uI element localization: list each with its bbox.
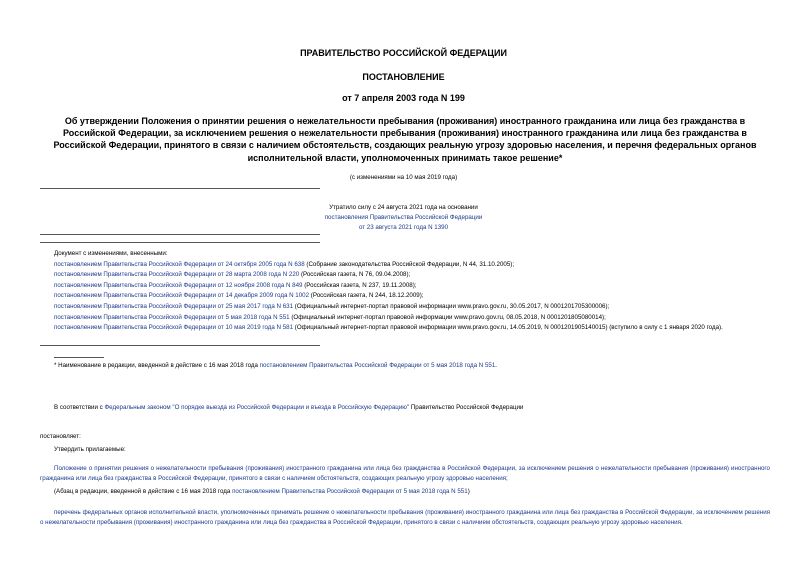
lost-force-text: Утратило силу с 24 августа 2021 года на основании (329, 204, 478, 211)
list-item: постановлением Правительства Российской Федерации от 14 декабря 2009 года N 1002 (Российская газета, N 244, 18.12.2009); (54, 292, 424, 300)
resolves-text: постановляет: (40, 433, 81, 440)
list-item: постановлением Правительства Российской Федерации от 10 мая 2019 года N 581 (Официальный интернет-портал правовой информации www.pravo.gov.ru, 14.05.2019, N 0001201905140015) (вступило в силу с 1 января 2020 года). (54, 324, 723, 332)
agencies-list-link[interactable]: перечень федеральных органов исполнительной власти, уполномоченных принимать решение о нежелательности пребывания (проживания) иностранного гражданина или лица без гражданства в Российской Федерации, за исключением решения о нежелательности пребывания (проживания) иностранного гражданина или лица без гражданства в Российской Федерации, принятого в связи с наличием обстоятельств, создающих реальную угрозу здоровью населения (40, 509, 770, 527)
change-link[interactable]: постановлением Правительства Российской Федерации от 25 мая 2017 года N 631 (54, 302, 294, 310)
list-item: постановлением Правительства Российской Федерации от 5 мая 2018 года N 551 (Официальный интернет-портал правовой информации www.pravo.gov.ru, 08.05.2018, N 0001201805080014); (54, 313, 606, 321)
list-item: постановлением Правительства Российской Федерации от 28 марта 2008 года N 220 (Российская газета, N 76, 09.04.2008); (54, 271, 411, 279)
regulation-link[interactable]: Положение о принятии решения о нежелательности пребывания (проживания) иностранного гражданина или лица без гражданства в Российской Федерации, за исключением решения о нежелательности пребывания (проживания) иностранного гражданина или лица без гражданства в Российской Федерации, принятого в связи с наличием обстоятельств, создающих реальную угрозу здоровью населения (40, 465, 770, 483)
change-link[interactable]: постановлением Правительства Российской Федерации от 5 мая 2018 года N 551 (54, 313, 290, 321)
document-type: ПОСТАНОВЛЕНИЕ (362, 72, 445, 82)
document-date-number: от 7 апреля 2003 года N 199 (342, 93, 465, 103)
amended-note: (с изменениями на 10 мая 2019 года) (349, 174, 458, 181)
divider-line (40, 345, 320, 346)
paragraph-edition-note: (Абзац в редакции, введенной в действие с 16 мая 2018 года постановлением Правительства Российской Федерации от 5 мая 2018 года N 551) (54, 488, 470, 495)
lost-force-link-date[interactable]: от 23 августа 2021 года N 1390 (358, 223, 449, 231)
lost-force-block (0, 203, 807, 232)
edition-link[interactable]: постановлением Правительства Российской Федерации от 5 мая 2018 года N 551 (232, 488, 468, 495)
divider-line (40, 234, 320, 235)
approved-item-regulation: Положение о принятии решения о нежелательности пребывания (проживания) иностранного гражданина или лица без гражданства в Российской Федерации, за исключением решения о нежелательности пребывания (проживания) иностранного гражданина или лица без гражданства в Российской Федерации, принятого в связи с наличием обстоятельств, создающих реальную угрозу здоровью населения; (40, 465, 770, 483)
change-link[interactable]: постановлением Правительства Российской Федерации от 10 мая 2019 года N 581 (54, 324, 294, 332)
footnote-divider (54, 357, 104, 358)
changes-heading: Документ с изменениями, внесенными: (54, 250, 168, 257)
change-link[interactable]: постановлением Правительства Российской Федерации от 28 марта 2008 года N 220 (54, 271, 300, 279)
change-link[interactable]: постановлением Правительства Российской Федерации от 14 декабря 2009 года N 1002 (54, 292, 310, 300)
government-heading: ПРАВИТЕЛЬСТВО РОССИЙСКОЙ ФЕДЕРАЦИИ (300, 48, 507, 58)
list-item: постановлением Правительства Российской Федерации от 24 октября 2005 года N 638 (Собрание законодательства Российской Федерации, N 44, 31.10.2005); (54, 260, 515, 268)
document-changes-list (54, 249, 776, 334)
list-item: постановлением Правительства Российской Федерации от 12 ноября 2008 года N 849 (Российская газета, N 237, 19.11.2008); (54, 281, 417, 289)
divider-line (40, 242, 320, 243)
approve-text: Утвердить прилагаемые: (54, 446, 126, 453)
list-item: постановлением Правительства Российской Федерации от 25 мая 2017 года N 631 (Официальный интернет-портал правовой информации www.pravo.gov.ru, 30.05.2017, N 0001201705300006); (54, 302, 610, 310)
footnote: * Наименование в редакции, введенной в действие с 16 мая 2018 года постановлением Правительства Российской Федерации от 5 мая 2018 года N 551. (54, 362, 498, 369)
change-link[interactable]: постановлением Правительства Российской Федерации от 24 октября 2005 года N 638 (54, 260, 305, 268)
footnote-link[interactable]: постановлением Правительства Российской Федерации от 5 мая 2018 года N 551 (259, 362, 496, 369)
accordance-paragraph: В соответствии с Федеральным законом "О порядке выезда из Российской Федерации и въезда в Российскую Федерацию" Правительство Российской Федерации (54, 404, 524, 411)
approved-item-list: перечень федеральных органов исполнительной власти, уполномоченных принимать решение о нежелательности пребывания (проживания) иностранного гражданина или лица без гражданства в Российской Федерации, за исключением решения о нежелательности пребывания (проживания) иностранного гражданина или лица без гражданства в Российской Федерации, принятого в связи с наличием обстоятельств, создающих реальную угрозу здоровью населения. (40, 509, 770, 527)
federal-law-link[interactable]: Федеральным законом "О порядке выезда из Российской Федерации и въезда в Российскую Федерацию" (104, 404, 410, 411)
divider-line (40, 188, 320, 189)
document-title: Об утверждении Положения о принятии решения о нежелательности пребывания (проживания) иностранного гражданина или лица без гражданства в Российской Федерации, за исключением решения о нежелательности пребывания (проживания) иностранного гражданина или лица без гражданства в Российской Федерации, принятого в связи с наличием обстоятельств, создающих реальную угрозу здоровью населения, и перечня федеральных органов исполнительной власти, уполномоченных принимать такое решение* (53, 116, 757, 163)
change-link[interactable]: постановлением Правительства Российской Федерации от 12 ноября 2008 года N 849 (54, 281, 303, 289)
lost-force-link[interactable]: постановления Правительства Российской Федерации (324, 213, 483, 221)
